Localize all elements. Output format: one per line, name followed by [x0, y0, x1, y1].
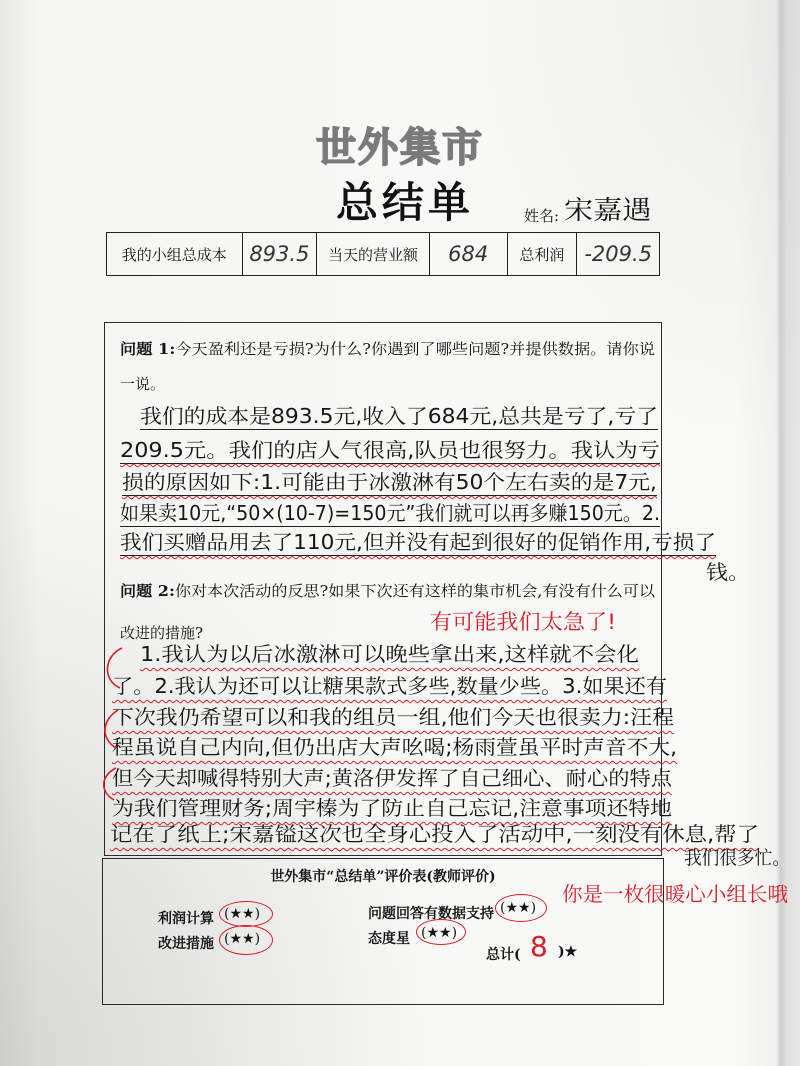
question2-prompt-line2: 改进的措施?	[120, 624, 204, 642]
question1-prompt	[120, 338, 655, 359]
name-value: 宋嘉遇	[564, 196, 652, 226]
red-circle-mark	[416, 919, 466, 945]
teacher-comment-final: 你是一枚很暖心小组长哦	[562, 882, 788, 906]
total-label: 总计(	[486, 947, 521, 963]
revenue-label: 当天的营业额	[317, 233, 430, 275]
question2-answer-line: 记在了纸上;宋嘉镒这次也全身心投入了活动中,一刻没有休息,帮了	[110, 822, 759, 846]
profit-label: 总利润	[508, 233, 578, 275]
question1-answer-line: 如果卖10元,“50×(10-7)=150元”我们就可以再多赚150元。2.	[120, 497, 660, 527]
data-support-stars: (★★)	[500, 900, 537, 916]
data-support-label: 问题回答有数据支持	[368, 906, 494, 922]
question2-answer-line: 下次我仍希望可以和我的组员一组,他们今天也很卖力:汪程	[112, 705, 674, 729]
total-suffix: )★	[558, 944, 578, 960]
question2-label: 问题 2:	[120, 582, 175, 600]
cost-value: 893.5	[243, 233, 318, 275]
profit-calc-stars: (★★)	[224, 906, 261, 922]
page-title: 总结单	[335, 178, 474, 227]
question1-answer-line: 我们的成本是893.5元,收入了684元,总共是亏了,亏了	[140, 400, 658, 430]
question1-answer-tail: 钱。	[706, 560, 750, 584]
profit-value: -209.5	[584, 242, 653, 266]
question1-answer-line: 我们买赠品用去了110元,但并没有起到很好的促销作用,亏损了	[120, 526, 716, 556]
attitude-stars: (★★)	[421, 925, 458, 941]
question1-answer-line: 损的原因如下:1.可能由于冰激淋有50个左右卖的是7元,	[122, 466, 657, 496]
title-outline: 世外集市	[316, 124, 484, 171]
attitude-label: 态度星	[368, 931, 410, 947]
name-label: 姓名:	[524, 207, 560, 225]
question1-prompt-line2: 一说。	[120, 375, 166, 393]
evaluation-title: 世外集市“总结单”评价表(教师评价)	[270, 869, 496, 885]
teacher-comment-q2: 有可能我们太急了!	[430, 610, 616, 634]
question2-answer-line: 为我们管理财务;周宇榛为了防止自己忘记,注意事项还特地	[112, 796, 672, 820]
total-value: 8	[530, 930, 548, 963]
improvement-label: 改进措施	[158, 936, 214, 952]
red-margin-mark	[92, 640, 132, 840]
question2-prompt	[120, 580, 655, 601]
question2-answer-tail: 我们很多忙。	[684, 847, 790, 869]
question2-answer-line: 程虽说自己内向,但仍出店大声吆喝;杨雨萱虽平时声音不大,	[112, 735, 677, 759]
summary-table	[106, 232, 660, 276]
question1-answer-line: 209.5元。我们的店人气很高,队员也很努力。我认为亏	[120, 434, 660, 464]
question1-label: 问题 1:	[120, 340, 176, 358]
red-circle-mark	[495, 894, 547, 922]
cost-label: 我的小组总成本	[107, 233, 243, 275]
question1-prompt-text: 今天盈利还是亏损?为什么?你遇到了哪些问题?并提供数据。请你说	[175, 340, 655, 358]
question2-answer-line: 了。2.我认为还可以让糖果款式多些,数量少些。3.如果还有	[112, 674, 667, 698]
question2-answer-line: 但今天却喊得特别大声;黄洛伊发挥了自己细心、耐心的特点	[112, 766, 672, 790]
revenue-value: 684	[430, 233, 508, 275]
red-circle-mark	[219, 925, 273, 955]
improvement-stars: (★★)	[224, 931, 261, 947]
red-circle-mark	[219, 901, 273, 927]
question2-answer-line: 1.我认为以后冰激淋可以晚些拿出来,这样就不会化	[140, 642, 639, 666]
profit-calc-label: 利润计算	[158, 911, 214, 927]
question2-prompt-text: 你对本次活动的反思?如果下次还有这样的集市机会,有没有什么可以	[174, 582, 655, 600]
